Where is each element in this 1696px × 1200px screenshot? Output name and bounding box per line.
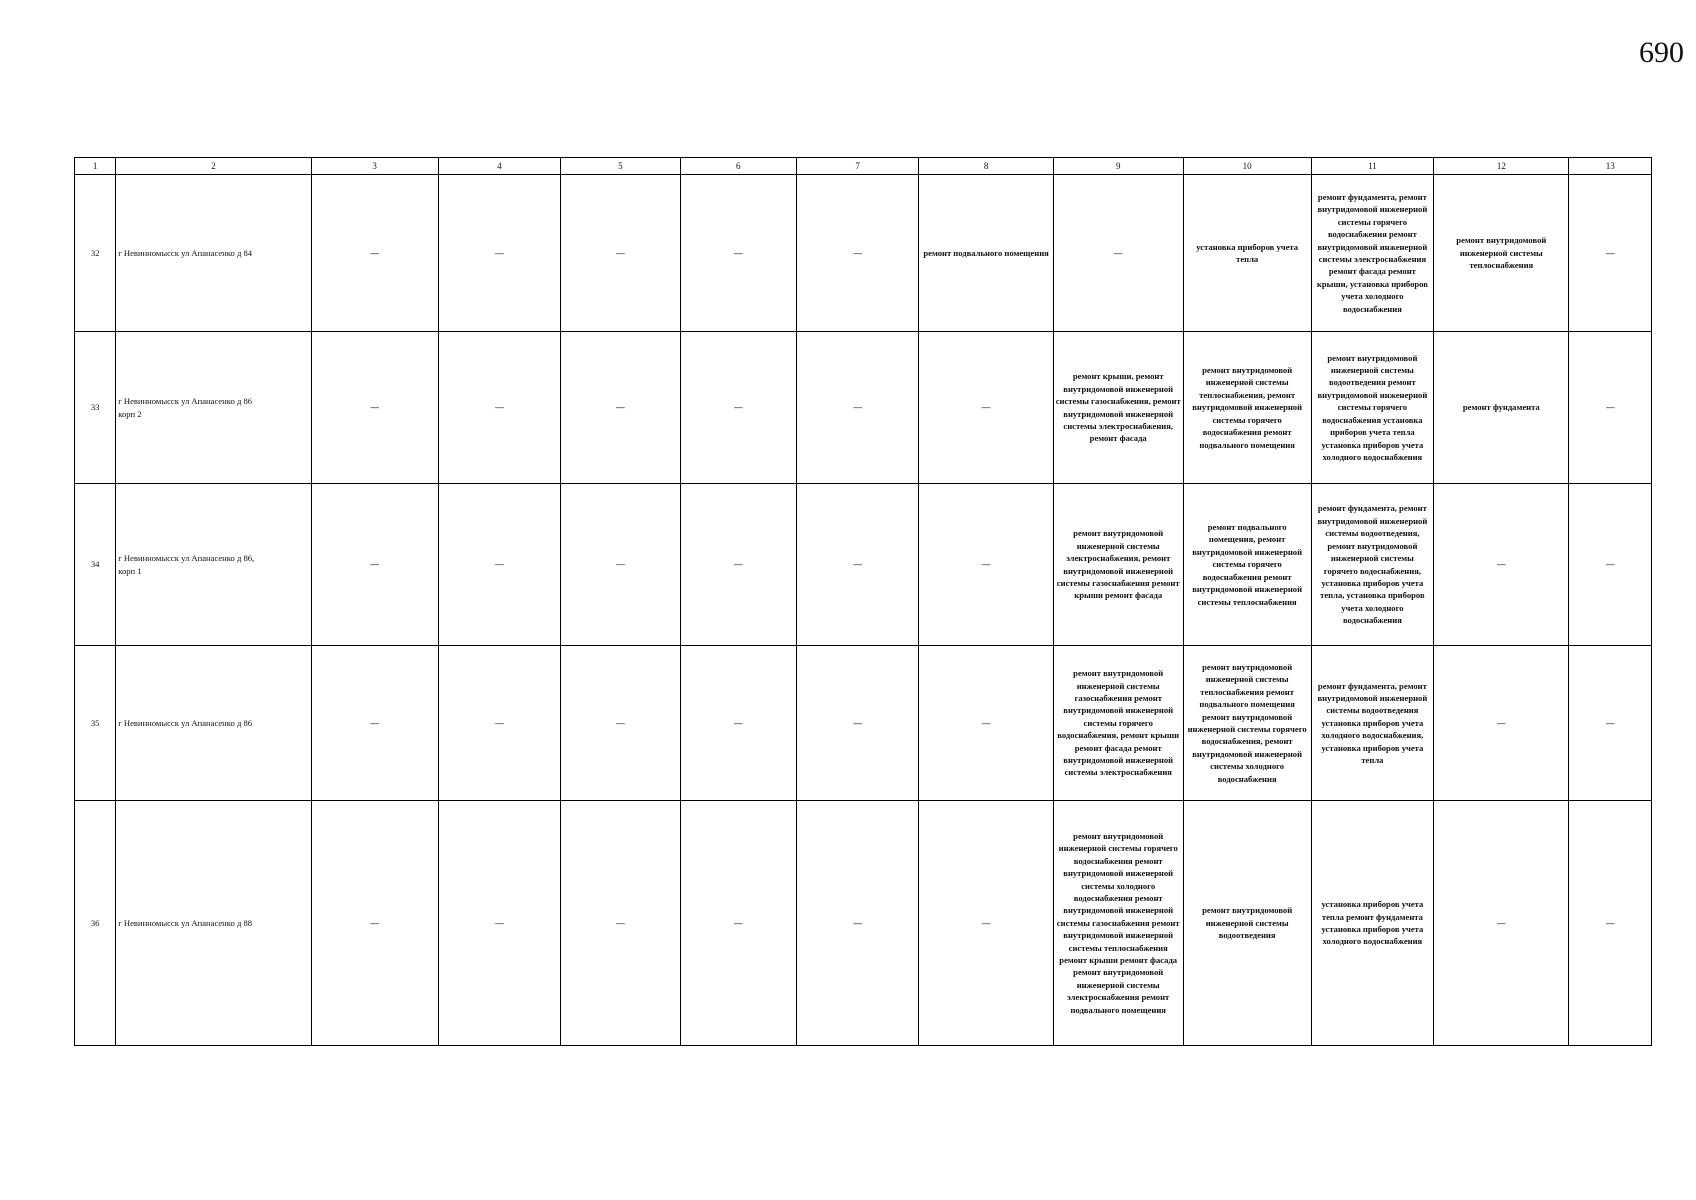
table-cell: — bbox=[680, 175, 796, 332]
table-cell: — bbox=[796, 484, 919, 646]
column-header: 9 bbox=[1053, 158, 1183, 175]
table-cell: — bbox=[438, 801, 561, 1046]
table-cell: — bbox=[796, 646, 919, 801]
table-cell: ремонт внутридомовой инженерной системы водоотведения ремонт внутридомовой инженерной системы горячего водоснабжения установка приборов учета тепла установка приборов учета холодного водоснабжения bbox=[1311, 332, 1434, 484]
table-row bbox=[75, 332, 1652, 484]
column-number-row bbox=[75, 158, 1652, 175]
column-header: 3 bbox=[311, 158, 438, 175]
table-cell: — bbox=[919, 484, 1053, 646]
table-cell: — bbox=[1434, 646, 1569, 801]
row-number: 32 bbox=[75, 175, 116, 332]
table-row bbox=[75, 646, 1652, 801]
column-header: 8 bbox=[919, 158, 1053, 175]
address-cell: г Невинномысск ул Апанасенко д 84 bbox=[116, 175, 312, 332]
column-header: 7 bbox=[796, 158, 919, 175]
table-cell: — bbox=[311, 484, 438, 646]
table-cell: ремонт внутридомовой инженерной системы газоснабжения ремонт внутридомовой инженерной системы горячего водоснабжения, ремонт крыши ремонт фасада ремонт внутридомовой инженерной системы электроснабжения bbox=[1053, 646, 1183, 801]
table-cell: — bbox=[1569, 646, 1652, 801]
table-cell: — bbox=[311, 175, 438, 332]
table-cell: — bbox=[680, 332, 796, 484]
address-cell: г Невинномысск ул Апанасенко д 86, корп 1 bbox=[116, 484, 312, 646]
table-cell: — bbox=[311, 646, 438, 801]
row-number: 33 bbox=[75, 332, 116, 484]
table-cell: — bbox=[680, 801, 796, 1046]
table-cell: установка приборов учета тепла bbox=[1183, 175, 1311, 332]
table-cell: ремонт подвального помещения bbox=[919, 175, 1053, 332]
row-number: 35 bbox=[75, 646, 116, 801]
table-cell: — bbox=[1569, 332, 1652, 484]
table-cell: ремонт фундамента, ремонт внутридомовой инженерной системы водоотведения, ремонт внутридомовой инженерной системы горячего водоснабжения, установка приборов учета тепла, установка приборов учета холодного водоснабжения bbox=[1311, 484, 1434, 646]
column-header: 1 bbox=[75, 158, 116, 175]
table-cell: — bbox=[680, 484, 796, 646]
table-cell: — bbox=[919, 801, 1053, 1046]
table-cell: ремонт крыши, ремонт внутридомовой инженерной системы газоснабжения, ремонт внутридомовой инженерной системы электроснабжения, ремонт фасада bbox=[1053, 332, 1183, 484]
table-cell: — bbox=[438, 332, 561, 484]
column-header: 11 bbox=[1311, 158, 1434, 175]
table-cell: ремонт внутридомовой инженерной системы электроснабжения, ремонт внутридомовой инженерной системы газоснабжения ремонт крыши ремонт фасада bbox=[1053, 484, 1183, 646]
table-cell: — bbox=[438, 175, 561, 332]
table-row bbox=[75, 484, 1652, 646]
address-cell: г Невинномысск ул Апанасенко д 86 корп 2 bbox=[116, 332, 312, 484]
table-row bbox=[75, 801, 1652, 1046]
address-cell: г Невинномысск ул Апанасенко д 86 bbox=[116, 646, 312, 801]
table-cell: — bbox=[561, 484, 680, 646]
table-cell: — bbox=[561, 332, 680, 484]
table-cell: — bbox=[919, 646, 1053, 801]
table-cell: ремонт внутридомовой инженерной системы теплоснабжения ремонт подвального помещения ремонт внутридомовой инженерной системы горячего водоснабжения, ремонт внутридомовой инженерной системы холодного водоснабжения bbox=[1183, 646, 1311, 801]
table-cell: ремонт фундамента, ремонт внутридомовой инженерной системы горячего водоснабжения ремонт внутридомовой инженерной системы электроснабжения ремонт фасада ремонт крыши, установка приборов учета холодного водоснабжения bbox=[1311, 175, 1434, 332]
table-cell: — bbox=[680, 646, 796, 801]
table-cell: ремонт внутридомовой инженерной системы теплоснабжения, ремонт внутридомовой инженерной системы горячего водоснабжения ремонт подвального помещения bbox=[1183, 332, 1311, 484]
table-cell: — bbox=[919, 332, 1053, 484]
table-cell: — bbox=[1569, 175, 1652, 332]
table-cell: — bbox=[1053, 175, 1183, 332]
table-cell: — bbox=[438, 646, 561, 801]
table-cell: — bbox=[1569, 801, 1652, 1046]
table-cell: — bbox=[561, 646, 680, 801]
table-cell: — bbox=[311, 801, 438, 1046]
table-cell: — bbox=[1434, 801, 1569, 1046]
column-header: 2 bbox=[116, 158, 312, 175]
table-cell: ремонт подвального помещения, ремонт внутридомовой инженерной системы горячего водоснабжения ремонт внутридомовой инженерной системы теплоснабжения bbox=[1183, 484, 1311, 646]
table-cell: — bbox=[796, 175, 919, 332]
table-cell: установка приборов учета тепла ремонт фундамента установка приборов учета холодного водоснабжения bbox=[1311, 801, 1434, 1046]
table-cell: ремонт фундамента, ремонт внутридомовой инженерной системы водоотведения установка приборов учета холодного водоснабжения, установка приборов учета тепла bbox=[1311, 646, 1434, 801]
column-header: 10 bbox=[1183, 158, 1311, 175]
page-number: 690 bbox=[1639, 36, 1684, 69]
column-header: 12 bbox=[1434, 158, 1569, 175]
column-header: 5 bbox=[561, 158, 680, 175]
table-cell: — bbox=[561, 801, 680, 1046]
table-row bbox=[75, 175, 1652, 332]
table-cell: ремонт внутридомовой инженерной системы водоотведения bbox=[1183, 801, 1311, 1046]
column-header: 6 bbox=[680, 158, 796, 175]
table-cell: — bbox=[311, 332, 438, 484]
table-cell: — bbox=[438, 484, 561, 646]
table-cell: ремонт внутридомовой инженерной системы теплоснабжения bbox=[1434, 175, 1569, 332]
column-header: 4 bbox=[438, 158, 561, 175]
table-cell: — bbox=[1434, 484, 1569, 646]
table-cell: — bbox=[1569, 484, 1652, 646]
column-header: 13 bbox=[1569, 158, 1652, 175]
repair-schedule-table bbox=[74, 157, 1652, 1046]
table-cell: — bbox=[561, 175, 680, 332]
address-cell: г Невинномысск ул Апанасенко д 88 bbox=[116, 801, 312, 1046]
table-cell: — bbox=[796, 801, 919, 1046]
table-cell: — bbox=[796, 332, 919, 484]
row-number: 34 bbox=[75, 484, 116, 646]
row-number: 36 bbox=[75, 801, 116, 1046]
table-cell: ремонт внутридомовой инженерной системы горячего водоснабжения ремонт внутридомовой инженерной системы холодного водоснабжения ремонт внутридомовой инженерной системы газоснабжения ремонт внутридомовой инженерной системы теплоснабжения ремонт крыши ремонт фасада ремонт внутридомовой инженерной системы электроснабжения ремонт подвального помещения bbox=[1053, 801, 1183, 1046]
table-cell: ремонт фундамента bbox=[1434, 332, 1569, 484]
